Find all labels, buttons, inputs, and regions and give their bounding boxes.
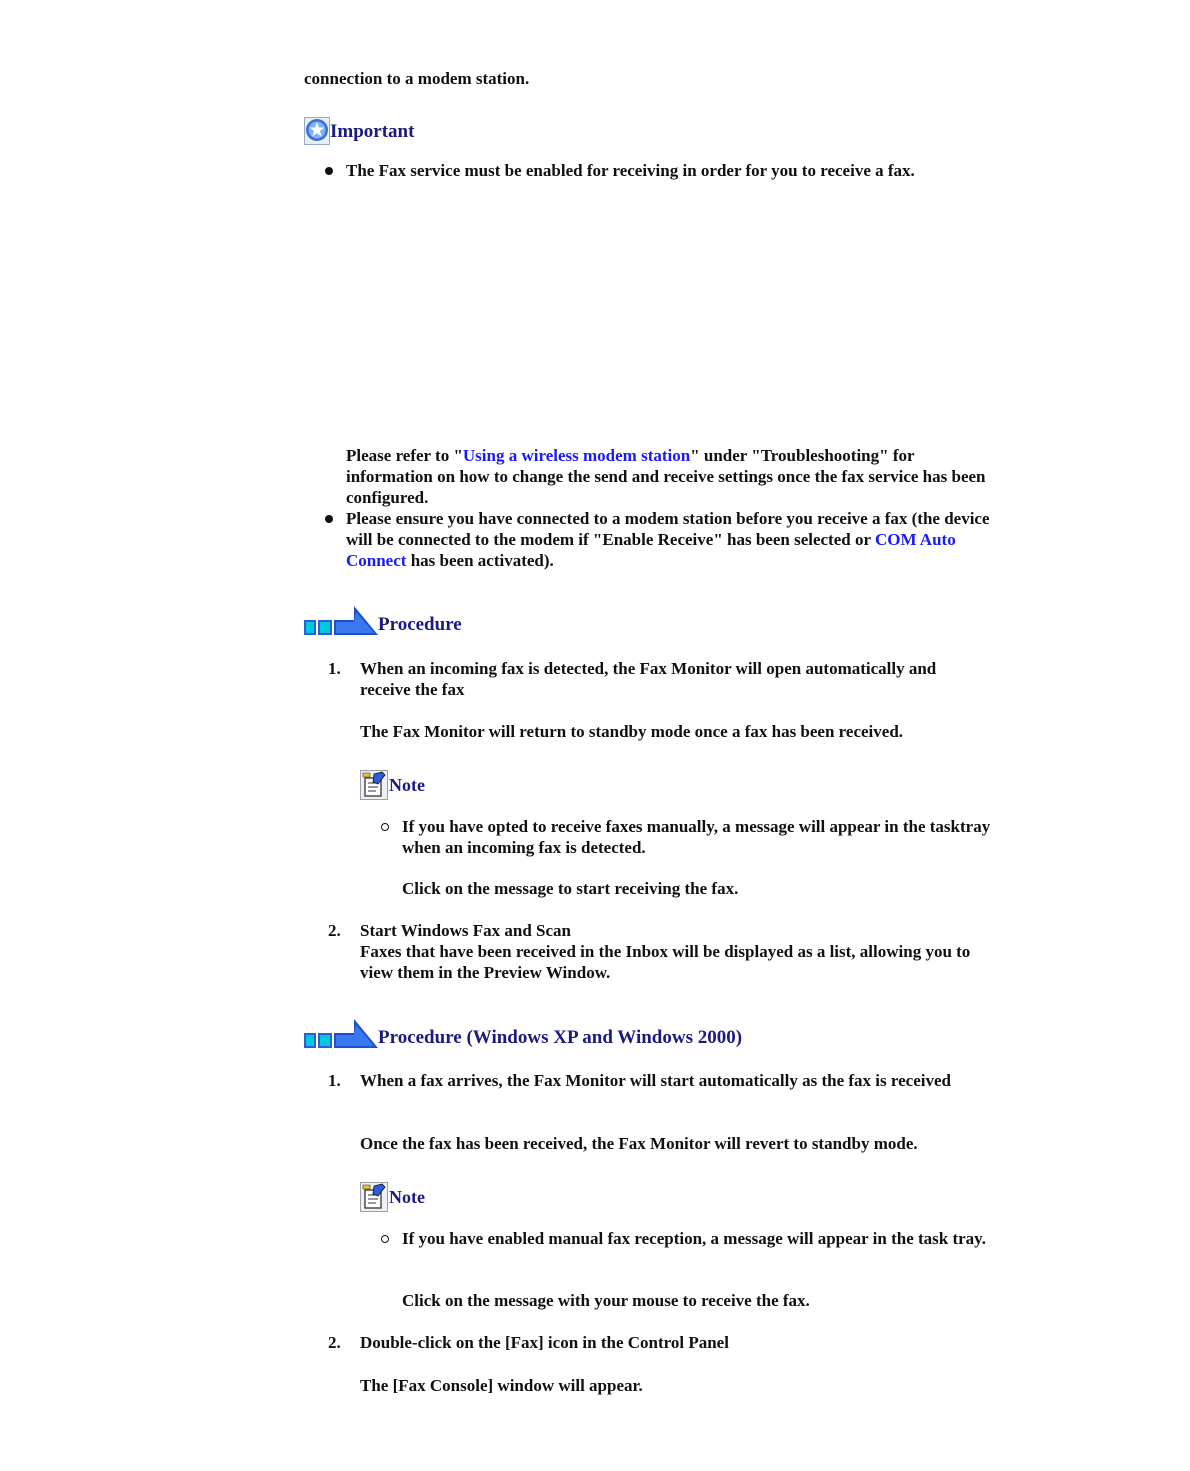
important-title: Important: [330, 121, 415, 142]
bullet-dot: [325, 515, 333, 523]
step-body: The [Fax Console] window will appear.: [360, 1376, 643, 1395]
step-number: 2.: [328, 1333, 341, 1352]
note-title: Note: [389, 775, 425, 795]
step-body: The Fax Monitor will return to standby mode once a fax has been received.: [360, 722, 904, 741]
procedure-title: Procedure: [378, 614, 462, 635]
step-title: Double-click on the [Fax] icon in the Control Panel: [360, 1333, 729, 1352]
procedure-title: Procedure (Windows XP and Windows 2000): [378, 1027, 743, 1048]
important-star-icon: [304, 117, 330, 145]
step-body: Once the fax has been received, the Fax Monitor will revert to standby mode.: [360, 1134, 918, 1153]
bullet2-after: has been activated).: [406, 551, 554, 570]
com-auto-connect-link[interactable]: COM Auto Connect: [346, 530, 956, 570]
refer-before: Please refer to ": [346, 446, 463, 465]
step-number: 1.: [328, 659, 341, 678]
note-title: Note: [389, 1187, 425, 1207]
note-icon: [360, 1182, 388, 1212]
refer-after: " under "Troubleshooting" for information on how to change the send and receive settings once the fax service has been configured.: [346, 446, 986, 507]
important-bullet-1: The Fax service must be enabled for receiving in order for you to receive a fax.: [346, 161, 915, 180]
intro-text: connection to a modem station.: [304, 69, 530, 88]
step-title: Start Windows Fax and Scan: [360, 921, 571, 940]
note-extra: Click on the message with your mouse to receive the fax.: [402, 1291, 810, 1310]
note-item: If you have opted to receive faxes manually, a message will appear in the tasktray when an incoming fax is detected.: [402, 817, 991, 857]
step-title: When an incoming fax is detected, the Fax Monitor will open automatically and receive the fax: [360, 659, 937, 699]
step-number: 2.: [328, 921, 341, 940]
bullet2-before: Please ensure you have connected to a modem station before you receive a fax (the device will be connected to the modem if "Enable Receive" has been selected or: [346, 509, 990, 549]
procedure-arrow-icon: [304, 1019, 378, 1049]
sub-bullet: [381, 823, 389, 831]
note-icon: [360, 770, 388, 800]
refer-paragraph: [346, 445, 996, 508]
wireless-modem-station-link[interactable]: Using a wireless modem station: [462, 446, 691, 465]
step-number: 1.: [328, 1071, 341, 1090]
note-item: If you have enabled manual fax reception, a message will appear in the task tray.: [402, 1229, 986, 1248]
sub-bullet: [381, 1235, 389, 1243]
step-title: When a fax arrives, the Fax Monitor will start automatically as the fax is received: [360, 1071, 951, 1090]
important-bullet-2: [346, 508, 996, 571]
bullet-dot: [325, 167, 333, 175]
step-body: Faxes that have been received in the Inbox will be displayed as a list, allowing you to view them in the Preview Window.: [360, 942, 971, 982]
note-extra: Click on the message to start receiving the fax.: [402, 879, 739, 898]
procedure-arrow-icon: [304, 606, 378, 636]
